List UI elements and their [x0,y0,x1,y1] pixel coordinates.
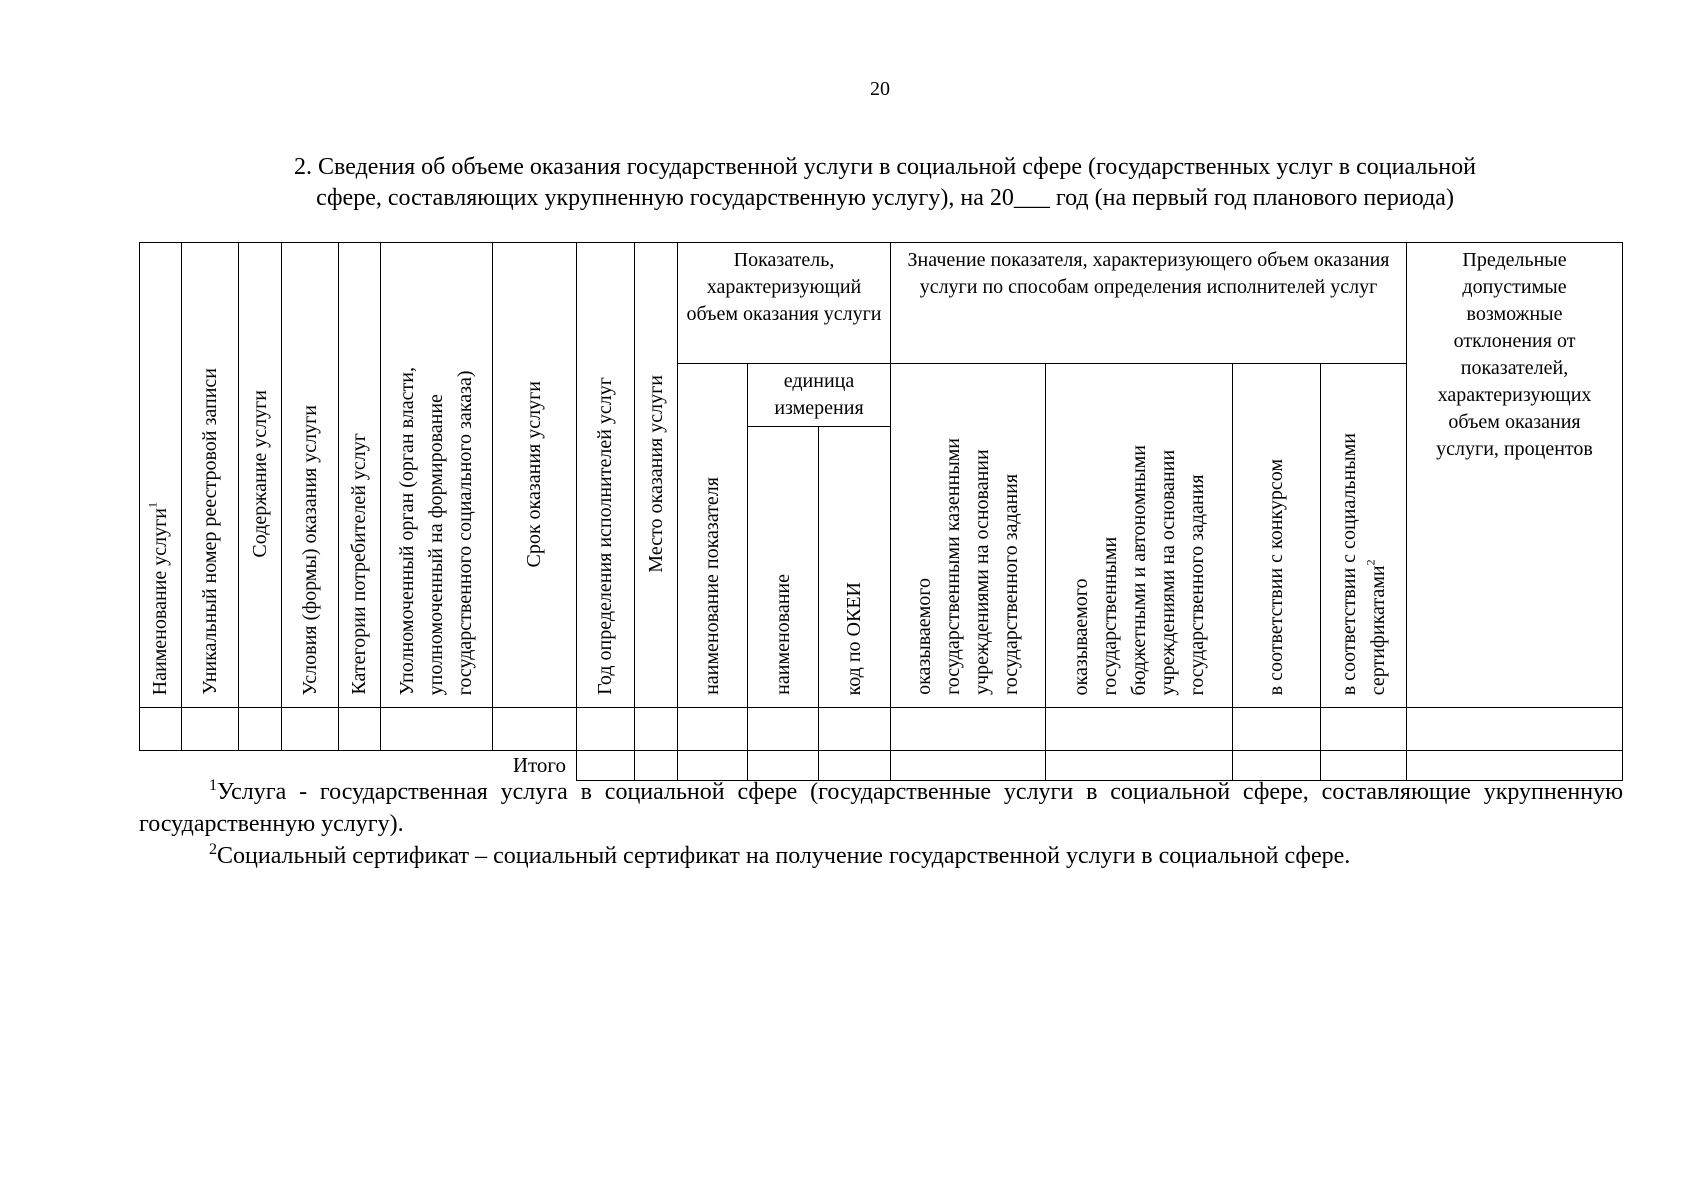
table-cell [493,708,577,751]
footnote-2: $^2$Социальный сертификат – социальный сертификат на получение государственной услуги в социальной сфере. [209,841,1351,869]
table-cell [140,708,182,751]
col-conditions: Условия (формы) оказания услуги [282,243,339,708]
service-volume-table [139,242,1623,781]
table-cell [282,708,339,751]
col-gov-institutions: оказываемого государственными казенными учреждениями на основании государственного задания [891,364,1046,708]
table-cell [1407,708,1623,751]
col-deviation: Предельные допустимые возможные отклонения от показателей, характеризующих объем оказания услуги, процентов [1407,243,1623,708]
col-term: Срок оказания услуги [493,243,577,708]
col-budget-institutions: оказываемого государственными бюджетными и автономными учреждениями на основании государственного задания [1046,364,1233,708]
col-certificates: в соответствии с социальными сертификатами$^2$ [1321,364,1407,708]
footnotes [139,776,1623,872]
table-cell [819,708,891,751]
col-authority: Уполномоченный орган (орган власти, уполномоченный на формирование государственного социального заказа) [381,243,493,708]
col-place: Место оказания услуги [635,243,678,708]
col-contest: в соответствии с конкурсом [1233,364,1321,708]
table-cell [1321,708,1407,751]
table-cell [577,708,635,751]
col-year: Год определения исполнителей услуг [577,243,635,708]
table-cell [891,708,1046,751]
col-group-indicator: Показатель, характеризующий объем оказания услуги [678,243,891,364]
col-registry-number: Уникальный номер реестровой записи [182,243,239,708]
col-indicator-name: наименование показателя [678,364,748,708]
table-cell [678,708,748,751]
section-heading-line-1: 2. Сведения об объеме оказания государственной услуги в социальной сфере (государственных услуг в социальной [294,154,1476,180]
col-unit-okei: код по ОКЕИ [819,427,891,708]
col-unit-name: наименование [748,427,819,708]
col-group-unit: единица измерения [748,364,891,427]
table-cell [635,708,678,751]
section-heading [140,152,1630,214]
page-number: 20 [870,78,890,100]
table-cell [381,708,493,751]
section-heading-line-2: сфере, составляющих укрупненную государственную услугу), на 20___ год (на первый год планового периода) [316,185,1454,211]
col-service-name: Наименование услуги$^1$ [140,243,182,708]
table-cell [748,708,819,751]
col-categories: Категории потребителей услуг [339,243,381,708]
total-label: Итого [381,751,577,781]
table-cell [1046,708,1233,751]
table-row [140,708,1623,751]
footnote-1: $^1$Услуга - государственная услуга в социальной сфере (государственные услуги в социальной сфере, составляющие укрупненную государственную услугу). [139,777,1623,837]
table-cell [182,708,239,751]
table-cell [239,708,282,751]
table-cell [339,708,381,751]
col-content: Содержание услуги [239,243,282,708]
col-group-value: Значение показателя, характеризующего объем оказания услуги по способам определения исполнителей услуг [891,243,1407,364]
table-cell [1233,708,1321,751]
